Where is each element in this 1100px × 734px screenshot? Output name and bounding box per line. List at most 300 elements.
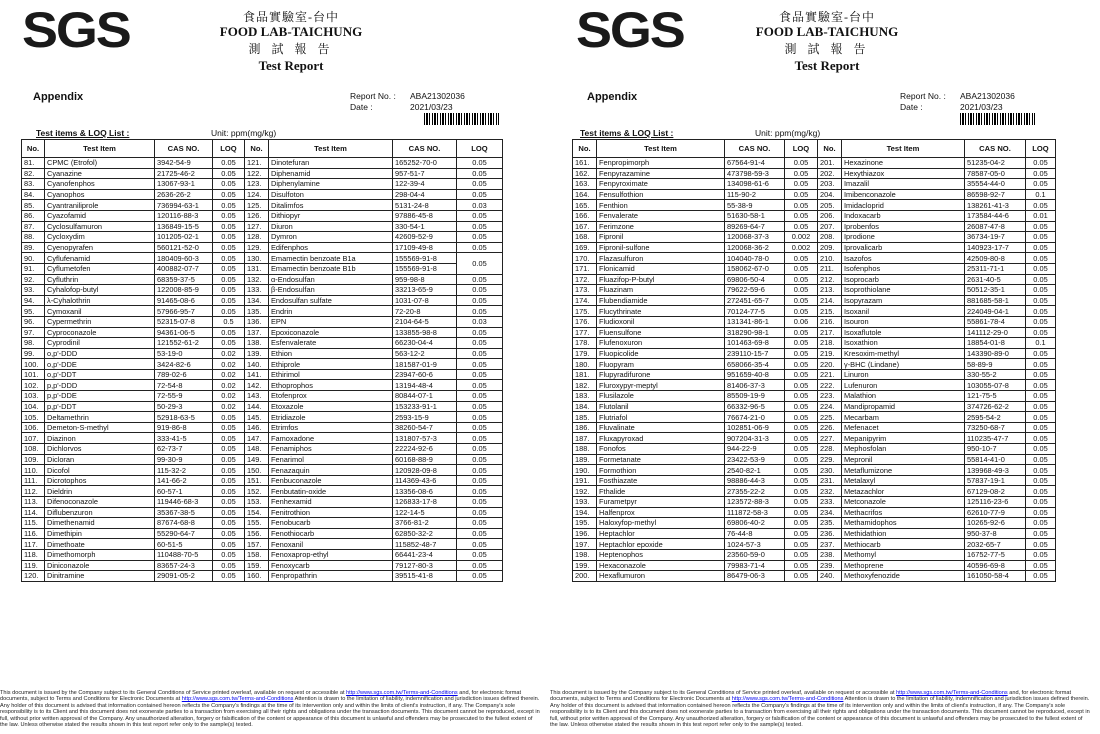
test-item: Metconazole — [842, 497, 965, 508]
cas-number: 16752-77-5 — [965, 549, 1026, 560]
cas-number: 29091-05-2 — [155, 571, 213, 582]
test-item: α-Endosulfan — [269, 274, 393, 285]
loq-value: 0.01 — [1026, 210, 1056, 221]
test-item: Mandipropamid — [842, 401, 965, 412]
row-number: 203. — [818, 179, 842, 190]
row-number: 210. — [818, 253, 842, 264]
loq-value: 0.02 — [213, 380, 245, 391]
cas-number: 2631-40-5 — [965, 274, 1026, 285]
loq-value: 0.05 — [785, 391, 818, 402]
table-row — [573, 571, 1056, 582]
cas-number: 76-44-8 — [725, 528, 785, 539]
table-row — [22, 454, 503, 465]
table-row — [573, 306, 1056, 317]
table-row — [573, 189, 1056, 200]
loq-value: 0.05 — [785, 401, 818, 412]
table-row — [22, 168, 503, 179]
loq-value: 0.5 — [213, 316, 245, 327]
loq-value: 0.05 — [457, 253, 503, 274]
cas-number: 67129-08-2 — [965, 486, 1026, 497]
loq-value: 0.05 — [457, 528, 503, 539]
loq-value: 0.05 — [1026, 454, 1056, 465]
table-row — [22, 253, 503, 264]
cas-number: 13194-48-4 — [393, 380, 457, 391]
table-row — [22, 338, 503, 349]
row-number: 233. — [818, 497, 842, 508]
row-number: 129. — [245, 242, 269, 253]
loq-value: 0.05 — [785, 295, 818, 306]
test-item: Dicofol — [45, 465, 155, 476]
col-header: CAS NO. — [393, 140, 457, 158]
loq-value: 0.05 — [1026, 285, 1056, 296]
table-row — [22, 549, 503, 560]
row-number: 138. — [245, 338, 269, 349]
test-item: Mepanipyrim — [842, 433, 965, 444]
table-row — [22, 560, 503, 571]
table-row — [22, 179, 503, 190]
col-header: LOQ — [785, 140, 818, 158]
test-item: Cyanofenphos — [45, 179, 155, 190]
table-row — [573, 486, 1056, 497]
row-number: 131. — [245, 263, 269, 274]
loq-value: 0.05 — [457, 221, 503, 232]
test-item: Isofenphos — [842, 263, 965, 274]
cas-number: 138261-41-3 — [965, 200, 1026, 211]
cas-number: 121-75-5 — [965, 391, 1026, 402]
table-row — [22, 391, 503, 402]
col-header: Test Item — [842, 140, 965, 158]
table-row — [573, 465, 1056, 476]
cas-number: 78587-05-0 — [965, 168, 1026, 179]
loq-value: 0.02 — [213, 391, 245, 402]
test-item: Flupyradifurone — [597, 369, 725, 380]
report-meta — [900, 91, 1015, 113]
test-item: Flubendiamide — [597, 295, 725, 306]
loq-value: 0.05 — [457, 497, 503, 508]
cas-number: 102851-06-9 — [725, 422, 785, 433]
loq-value: 0.05 — [785, 200, 818, 211]
table-row — [22, 189, 503, 200]
cas-number: 122-39-4 — [393, 179, 457, 190]
test-item: Cyenopyrafen — [45, 242, 155, 253]
loq-value: 0.05 — [457, 348, 503, 359]
cas-number: 2104-64-5 — [393, 316, 457, 327]
table-row — [573, 518, 1056, 529]
test-item: Etrimfos — [269, 422, 393, 433]
loq-value: 0.05 — [457, 401, 503, 412]
row-number: 197. — [573, 539, 597, 550]
loq-table — [21, 139, 503, 582]
table-row — [573, 316, 1056, 327]
table-row — [573, 369, 1056, 380]
row-number: 88. — [22, 232, 45, 243]
row-number: 106. — [22, 422, 45, 433]
row-number: 227. — [818, 433, 842, 444]
row-number: 175. — [573, 306, 597, 317]
loq-value: 0.05 — [213, 507, 245, 518]
test-item: Flutriafol — [597, 412, 725, 423]
cas-number: 86479-06-3 — [725, 571, 785, 582]
cas-number: 181587-01-9 — [393, 359, 457, 370]
test-item: Isoprocarb — [842, 274, 965, 285]
test-item: Malathion — [842, 391, 965, 402]
row-number: 137. — [245, 327, 269, 338]
cas-number: 22224-92-6 — [393, 444, 457, 455]
row-number: 163. — [573, 179, 597, 190]
table-row — [573, 401, 1056, 412]
test-item: Formetanate — [597, 454, 725, 465]
test-item: Dimethoate — [45, 539, 155, 550]
cas-number: 23422-53-9 — [725, 454, 785, 465]
cas-number: 40596-69-8 — [965, 560, 1026, 571]
loq-value: 0.05 — [785, 179, 818, 190]
table-row — [573, 274, 1056, 285]
cas-number: 333-41-5 — [155, 433, 213, 444]
row-number: 159. — [245, 560, 269, 571]
test-item: Halfenprox — [597, 507, 725, 518]
row-number: 231. — [818, 475, 842, 486]
row-number: 184. — [573, 401, 597, 412]
loq-value: 0.05 — [213, 518, 245, 529]
row-number: 139. — [245, 348, 269, 359]
table-row — [573, 295, 1056, 306]
test-item: Dicrotophos — [45, 475, 155, 486]
loq-value: 0.05 — [457, 158, 503, 169]
cas-number: 101205-02-1 — [155, 232, 213, 243]
test-item: EPN — [269, 316, 393, 327]
row-number: 118. — [22, 549, 45, 560]
test-item: Epoxiconazole — [269, 327, 393, 338]
loq-value: 0.05 — [785, 454, 818, 465]
table-row — [22, 285, 503, 296]
cas-number: 73250-68-7 — [965, 422, 1026, 433]
test-item: Methidathion — [842, 528, 965, 539]
row-number: 209. — [818, 242, 842, 253]
cas-number: 21725-46-2 — [155, 168, 213, 179]
test-item: Fluopyram — [597, 359, 725, 370]
loq-value: 0.05 — [785, 433, 818, 444]
test-item: Fenoxanil — [269, 539, 393, 550]
test-item: Esfenvalerate — [269, 338, 393, 349]
row-number: 97. — [22, 327, 45, 338]
loq-value: 0.05 — [785, 444, 818, 455]
cas-number: 125116-23-6 — [965, 497, 1026, 508]
test-items-label: Test items & LOQ List : — [580, 128, 674, 138]
test-item: Deltamethrin — [45, 412, 155, 423]
table-row — [22, 316, 503, 327]
test-item: Emamectin benzoate B1a — [269, 253, 393, 264]
test-item: CPMC (Etrofol) — [45, 158, 155, 169]
row-number: 125. — [245, 200, 269, 211]
test-item: Cyclosulfamuron — [45, 221, 155, 232]
row-number: 189. — [573, 454, 597, 465]
row-number: 154. — [245, 507, 269, 518]
row-number: 192. — [573, 486, 597, 497]
cas-number: 55290-64-7 — [155, 528, 213, 539]
cas-number: 114369-43-6 — [393, 475, 457, 486]
cas-number: 959-98-8 — [393, 274, 457, 285]
loq-value: 0.05 — [1026, 359, 1056, 370]
loq-value: 0.05 — [785, 528, 818, 539]
row-number: 123. — [245, 179, 269, 190]
table-row — [22, 412, 503, 423]
row-number: 140. — [245, 359, 269, 370]
test-item: Heptenophos — [597, 549, 725, 560]
sgs-logo: SGS — [576, 2, 684, 58]
test-item: Dieldrin — [45, 486, 155, 497]
table-row — [573, 380, 1056, 391]
test-item: Dichlorvos — [45, 444, 155, 455]
test-item: Isopyrazam — [842, 295, 965, 306]
test-item: Fenarimol — [269, 454, 393, 465]
test-item: Fenothiocarb — [269, 528, 393, 539]
cas-number: 36734-19-7 — [965, 232, 1026, 243]
row-number: 207. — [818, 221, 842, 232]
cas-number: 60-57-1 — [155, 486, 213, 497]
row-number: 214. — [818, 295, 842, 306]
cas-number: 35367-38-5 — [155, 507, 213, 518]
loq-value: 0.05 — [213, 158, 245, 169]
loq-value: 0.05 — [1026, 306, 1056, 317]
loq-value: 0.05 — [457, 369, 503, 380]
cas-number: 98886-44-3 — [725, 475, 785, 486]
cas-number: 23560-59-0 — [725, 549, 785, 560]
test-item: Flutolanil — [597, 401, 725, 412]
test-item: Furametpyr — [597, 497, 725, 508]
terms-link[interactable]: http://www.sgs.com.tw/Terms-and-Conditions — [181, 696, 294, 703]
test-item: Cyproconazole — [45, 327, 155, 338]
test-item: Ethirimol — [269, 369, 393, 380]
loq-value: 0.05 — [213, 306, 245, 317]
test-item: Hexazinone — [842, 158, 965, 169]
test-item: Imidacloprid — [842, 200, 965, 211]
cas-number: 919-86-8 — [155, 422, 213, 433]
test-item: Mepronil — [842, 454, 965, 465]
test-item: Fenpropathrin — [269, 571, 393, 582]
test-item: Ethiprole — [269, 359, 393, 370]
cas-number: 957-51-7 — [393, 168, 457, 179]
row-number: 174. — [573, 295, 597, 306]
test-item: Fosthiazate — [597, 475, 725, 486]
test-item: Hexythiazox — [842, 168, 965, 179]
test-item: Imibenconazole — [842, 189, 965, 200]
test-item: Ethoprophos — [269, 380, 393, 391]
test-item: Isoxanil — [842, 306, 965, 317]
terms-link[interactable]: http://www.sgs.com.tw/Terms-and-Conditions — [346, 690, 458, 696]
col-header: CAS NO. — [725, 140, 785, 158]
test-item: Flazasulfuron — [597, 253, 725, 264]
test-item: Cyazofamid — [45, 210, 155, 221]
loq-value: 0.05 — [457, 306, 503, 317]
test-item: Fluroxypyr-meptyl — [597, 380, 725, 391]
cas-number: 97886-45-8 — [393, 210, 457, 221]
row-number: 198. — [573, 549, 597, 560]
report-no-value: ABA21302036 — [960, 91, 1015, 101]
test-item: o,p'-DDD — [45, 348, 155, 359]
table-row — [573, 359, 1056, 370]
test-item: Iprodione — [842, 232, 965, 243]
loq-value: 0.05 — [457, 539, 503, 550]
table-row — [22, 465, 503, 476]
row-number: 104. — [22, 401, 45, 412]
cas-number: 53-19-0 — [155, 348, 213, 359]
row-number: 208. — [818, 232, 842, 243]
row-number: 96. — [22, 316, 45, 327]
table-row — [22, 200, 503, 211]
row-number: 160. — [245, 571, 269, 582]
unit-label: Unit: ppm(mg/kg) — [211, 128, 277, 138]
row-number: 105. — [22, 412, 45, 423]
report-page-right — [550, 0, 1100, 734]
footer-text: Attention is drawn to the limitation of liability, indemnification and jurisdiction issues defined therein. Any holder of this document is advised that information contained hereon reflects the Company's findings at the time of its intervention only and within the limits of client's instruction, if any. The Company's sole responsibility is to its Client and this document does not exonerate parties to a transaction from exercising all their rights and obligations under the transaction documents. This document cannot be reproduced, except in full, without prior written approval of the Company. Any unauthorized alteration, forgery or falsification of the content or appearance of this document is unlawful and offenders may be prosecuted to the fullest extent of the law. Unless otherwise stated the results shown in this test report refer only to the sample(s) tested. — [0, 696, 540, 729]
loq-value: 0.05 — [785, 475, 818, 486]
row-number: 236. — [818, 528, 842, 539]
col-header: LOQ — [457, 140, 503, 158]
cas-number: 60168-88-9 — [393, 454, 457, 465]
test-item: Fenbutatin-oxide — [269, 486, 393, 497]
test-item: Etridiazole — [269, 412, 393, 423]
row-number: 146. — [245, 422, 269, 433]
loq-value: 0.05 — [785, 465, 818, 476]
row-number: 206. — [818, 210, 842, 221]
cas-number: 17109-49-8 — [393, 242, 457, 253]
row-number: 170. — [573, 253, 597, 264]
row-number: 202. — [818, 168, 842, 179]
test-item: Cyanophos — [45, 189, 155, 200]
row-number: 124. — [245, 189, 269, 200]
test-item: Fenazaquin — [269, 465, 393, 476]
test-item: Hexaconazole — [597, 560, 725, 571]
cas-number: 1031-07-8 — [393, 295, 457, 306]
cas-number: 70124-77-5 — [725, 306, 785, 317]
row-number: 126. — [245, 210, 269, 221]
test-item: Fenthion — [597, 200, 725, 211]
row-number: 91. — [22, 263, 45, 274]
row-number: 86. — [22, 210, 45, 221]
test-item: Fenamiphos — [269, 444, 393, 455]
cas-number: 120928-09-8 — [393, 465, 457, 476]
loq-value: 0.05 — [457, 242, 503, 253]
test-item: Cyantraniliprole — [45, 200, 155, 211]
table-row — [22, 433, 503, 444]
loq-value: 0.05 — [785, 158, 818, 169]
test-item: Emamectin benzoate B1b — [269, 263, 393, 274]
table-row — [573, 549, 1056, 560]
row-number: 193. — [573, 497, 597, 508]
cas-number: 143390-89-0 — [965, 348, 1026, 359]
row-number: 176. — [573, 316, 597, 327]
table-row — [22, 401, 503, 412]
row-number: 84. — [22, 189, 45, 200]
row-number: 173. — [573, 285, 597, 296]
lab-header — [707, 10, 947, 74]
table-row — [22, 306, 503, 317]
test-item: Cyhalofop-butyl — [45, 285, 155, 296]
test-item: Diflubenzuron — [45, 507, 155, 518]
cas-number: 72-55-9 — [155, 391, 213, 402]
row-number: 89. — [22, 242, 45, 253]
loq-value: 0.05 — [1026, 444, 1056, 455]
loq-value: 0.05 — [785, 518, 818, 529]
row-number: 87. — [22, 221, 45, 232]
row-number: 169. — [573, 242, 597, 253]
cas-number: 736994-63-1 — [155, 200, 213, 211]
row-number: 180. — [573, 359, 597, 370]
cas-number: 658066-35-4 — [725, 359, 785, 370]
test-item: Isazofos — [842, 253, 965, 264]
table-row — [22, 528, 503, 539]
loq-value: 0.05 — [457, 295, 503, 306]
row-number: 239. — [818, 560, 842, 571]
cas-number: 57837-19-1 — [965, 475, 1026, 486]
row-number: 83. — [22, 179, 45, 190]
loq-value: 0.05 — [457, 327, 503, 338]
test-item: Metazachlor — [842, 486, 965, 497]
footer-text: This document is issued by the Company subject to its General Conditions of Service printed overleaf, available on request or accessible at — [550, 690, 897, 696]
loq-value: 0.02 — [213, 359, 245, 370]
test-item: Ditalimfos — [269, 200, 393, 211]
loq-value: 0.05 — [213, 285, 245, 296]
cas-number: 2593-15-9 — [393, 412, 457, 423]
cas-number: 3942-54-9 — [155, 158, 213, 169]
loq-value: 0.05 — [1026, 549, 1056, 560]
loq-value: 0.05 — [785, 549, 818, 560]
cas-number: 18854-01-8 — [965, 338, 1026, 349]
row-number: 85. — [22, 200, 45, 211]
terms-link[interactable]: http://www.sgs.com.tw/Terms-and-Conditions — [731, 696, 844, 703]
loq-value: 0.05 — [785, 497, 818, 508]
col-header: Test Item — [269, 140, 393, 158]
test-item: Linuron — [842, 369, 965, 380]
loq-value: 0.05 — [1026, 221, 1056, 232]
cas-number: 76674-21-0 — [725, 412, 785, 423]
cas-number: 115852-48-7 — [393, 539, 457, 550]
test-item: Fenoxycarb — [269, 560, 393, 571]
cas-number: 120068-36-2 — [725, 242, 785, 253]
cas-number: 155569-91-8 — [393, 263, 457, 274]
test-item: Dithiopyr — [269, 210, 393, 221]
loq-value: 0.05 — [1026, 528, 1056, 539]
test-item: Metaflumizone — [842, 465, 965, 476]
row-number: 153. — [245, 497, 269, 508]
row-number: 113. — [22, 497, 45, 508]
row-number: 108. — [22, 444, 45, 455]
row-number: 201. — [818, 158, 842, 169]
loq-value: 0.05 — [213, 412, 245, 423]
list-caption — [36, 128, 396, 138]
test-item: Endrin — [269, 306, 393, 317]
test-item: Dinitramine — [45, 571, 155, 582]
row-number: 149. — [245, 454, 269, 465]
date-value: 2021/03/23 — [960, 102, 1003, 112]
row-number: 168. — [573, 232, 597, 243]
cas-number: 122-14-5 — [393, 507, 457, 518]
test-item: Fenpyroximate — [597, 179, 725, 190]
cas-number: 13356-08-6 — [393, 486, 457, 497]
cas-number: 55861-78-4 — [965, 316, 1026, 327]
row-number: 151. — [245, 475, 269, 486]
cas-number: 79127-80-3 — [393, 560, 457, 571]
cas-number: 83657-24-3 — [155, 560, 213, 571]
cas-number: 66332-96-5 — [725, 401, 785, 412]
row-number: 215. — [818, 306, 842, 317]
terms-link[interactable]: http://www.sgs.com.tw/Terms-and-Conditions — [896, 690, 1008, 696]
cas-number: 42609-52-9 — [393, 232, 457, 243]
table-row — [573, 158, 1056, 169]
row-number: 222. — [818, 380, 842, 391]
lab-name-cn: 食品實驗室-台中 — [243, 10, 339, 24]
row-number: 223. — [818, 391, 842, 402]
